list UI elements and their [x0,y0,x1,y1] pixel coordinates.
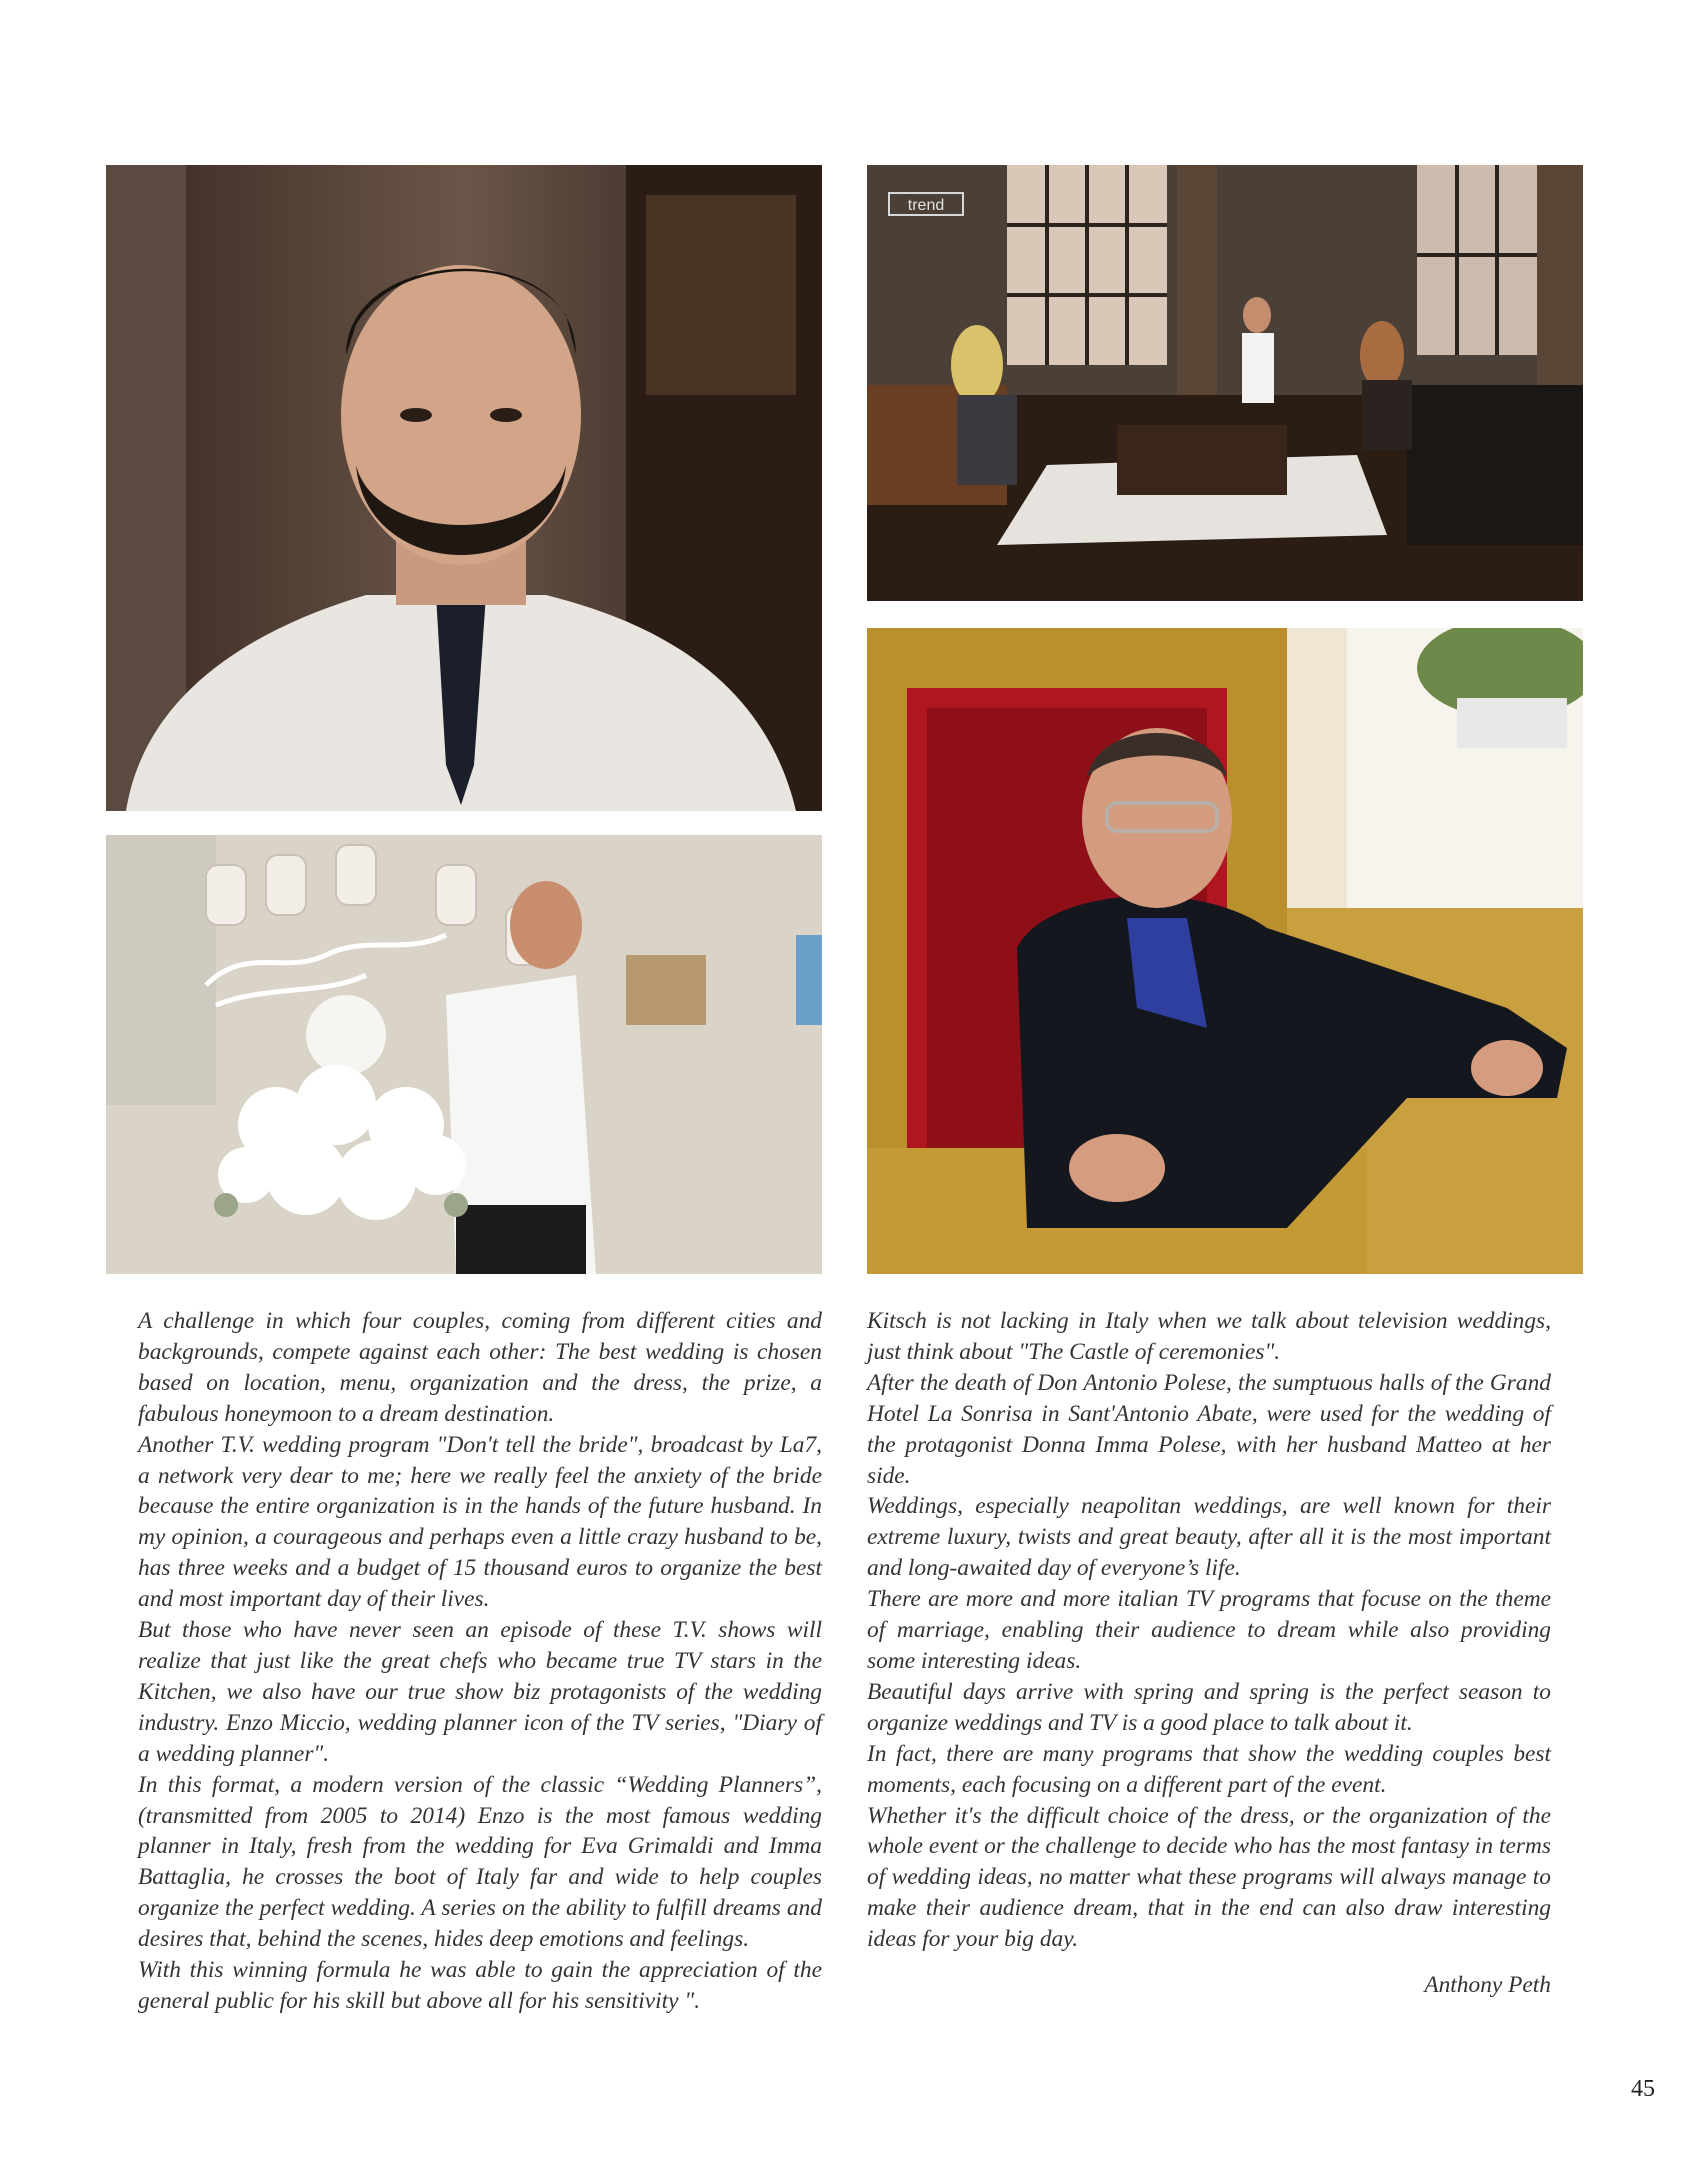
photo-tv-studio [867,165,1583,601]
right-paragraph-6: In fact, there are many programs that show the wedding couples best moments, each focusing on a different part of the event. [867,1740,1551,1798]
photo-man-on-throne [867,628,1583,1274]
left-paragraph-5: With this winning formula he was able to gain the appreciation of the general public for his skill but above all for his sensitivity ". [138,1957,822,2014]
channel-logo: trend [907,197,945,214]
right-paragraph-2: After the death of Don Antonio Polese, the sumptuous halls of the Grand Hotel La Sonrisa in Sant'Antonio Abate, were used for the wedding of the protagonist Donna Imma Polese, with her husband Matteo at her side. [867,1369,1551,1489]
right-paragraph-1: Kitsch is not lacking in Italy when we talk about television weddings, just think about "The Castle of ceremonies". [867,1308,1551,1365]
author-signature: Anthony Peth [1424,1972,1551,1999]
right-paragraph-7: Whether it's the difficult choice of the dress, or the organization of the whole event or the challenge to decide who has the most fantasy in terms of wedding ideas, no matter what these programs will always manage to make their audience dream, that in the end can also draw interesting ideas for your big day. [867,1802,1551,1953]
throne-photo-icon [867,628,1583,1274]
tv-studio-photo-icon [867,165,1583,601]
photo-chandelier-flowers [106,835,822,1274]
article-right-column [867,1306,1551,2001]
page-number: 45 [1631,2076,1655,2102]
left-paragraph-3: But those who have never seen an episode of these T.V. shows will realize that just like the great chefs who became true TV stars in the Kitchen, we also have our true show biz protagonists of the wedding industry. Enzo Miccio, wedding planner icon of the TV series, "Diary of a wedding planner". [138,1617,822,1767]
photo-man-portrait [106,165,822,811]
wedding-decoration-photo-icon [106,835,822,1274]
left-paragraph-2: Another T.V. wedding program "Don't tell the bride", broadcast by La7, a network very dear to me; here we really feel the anxiety of the bride because the entire organization is in the hands of the future husband. In my opinion, a courageous and perhaps even a little crazy husband to be, has three weeks and a budget of 15 thousand euros to organize the best and most important day of their lives. [138,1431,822,1613]
portrait-photo-icon [106,165,822,811]
left-paragraph-1: A challenge in which four couples, coming from different cities and backgrounds, compete against each other: The best wedding is chosen based on location, menu, organization and the dress, the prize, a fabulous honeymoon to a dream destination. [138,1308,822,1427]
left-paragraph-4: In this format, a modern version of the classic “Wedding Planners”, (transmitted from 2005 to 2014) Enzo is the most famous wedding planner in Italy, fresh from the wedding for Eva Grimaldi and Imma Battaglia, he crosses the boot of Italy far and wide to help couples organize the perfect wedding. A series on the ability to fulfill dreams and desires that, behind the scenes, hides deep emotions and feelings. [138,1771,822,1953]
right-paragraph-5: Beautiful days arrive with spring and spring is the perfect season to organize weddings and TV is a good place to talk about it. [867,1678,1551,1736]
right-paragraph-4: There are more and more italian TV programs that focuse on the theme of marriage, enabling their audience to dream while also providing some interesting ideas. [867,1586,1551,1674]
article-left-column [138,1306,822,2017]
right-paragraph-3: Weddings, especially neapolitan weddings, are well known for their extreme luxury, twists and great beauty, after all it is the most important and long-awaited day of everyone’s life. [867,1493,1551,1582]
